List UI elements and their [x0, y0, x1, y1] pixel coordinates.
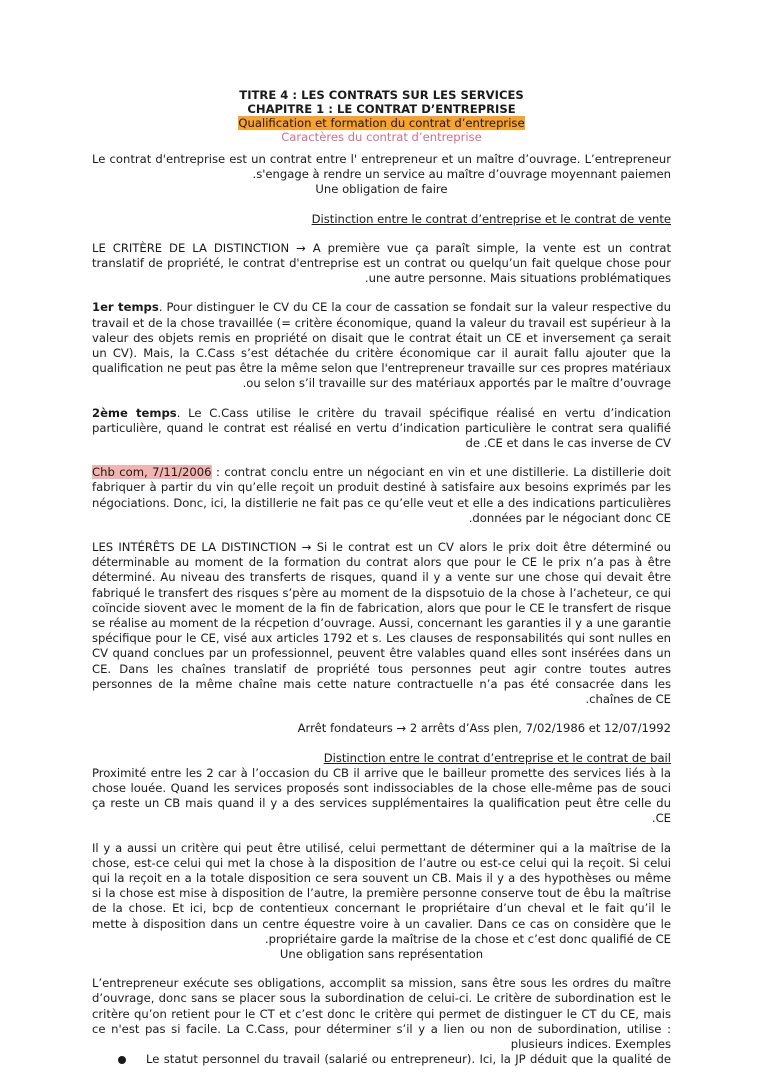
arret-text: : contrat conclu entre un négociant en vin et une distillerie. La distillerie doit fabriquer à partir du vin qu’elle reçoit un produit destiné à satisfaire aux besoins exprimés par les négociations. Donc, ici, la distillerie ne fait pas ce qu’elle veut et elle a des indications particulières .données par le négociant donc CE: [92, 465, 671, 525]
bullet-icon: [118, 1056, 126, 1064]
temps2-label: 2ème temps: [92, 405, 177, 420]
interets-paragraph: LES INTÉRÊTS DE LA DISTINCTION → Si le contrat est un CV alors le prix doit être déterminé ou déterminable au moment de la formation du contrat alors que pour le CE le prix n’a pas à être déterminé. Au niveau des transferts de risques, quand il y a vente sur une chose qui devait être fabriqué le transfert des risques s’père au moment de la dispsotuio de la chose à l’acheteur, ce qui coïncide siovent avec le moment de la fin de fabrication, alors que pour le CE le transfert de risque se réalise au moment de la récpetion d’ouvrage. Aussi, concernant les garanties il y a une garantie spécifique pour le CE, visé aux articles 1792 et s. Les clauses de responsabilités qui sont nulles en CV quand conclues par un professionnel, peuvent être valables quand elles sont insérées dans un CE. Dans les chaînes translatif de propriété tous personnes peut agir contre toutes autres personnes de la même chaîne mais cette nature contractuelle n’a pas été consacrée dans les .chaînes de CE: [92, 540, 671, 707]
arret-reference: Chb com, 7/11/2006: [92, 465, 212, 480]
bail-heading: Distinction entre le contrat d’entreprise et le contrat de bail: [323, 750, 671, 765]
section-heading: Qualification et formation du contrat d’entreprise: [238, 116, 525, 130]
title-titre: TITRE 4 : LES CONTRATS SUR LES SERVICES: [239, 88, 524, 102]
representation-heading: Une obligation sans représentation: [279, 946, 484, 961]
intro-paragraph: Le contrat d'entreprise est un contrat entre l' entrepreneur et un maître d’ouvrage. L’entrepreneur .s'engage à rendre un service au maître d’ouvrage moyennant paiemen: [92, 152, 671, 182]
vente-heading: Distinction entre le contrat d’entreprise et le contrat de vente: [311, 211, 671, 226]
critere-paragraph: LE CRITÈRE DE LA DISTINCTION → A première vue ça paraît simple, la vente est un contrat translatif de propriété, le contrat d'entreprise est un contrat ou quelqu’un fait quelque chose pour .une autre personne. Mais situations problématiques: [92, 240, 671, 286]
bail-paragraph-1: Proximité entre les 2 car à l’occasion du CB il arrive que le bailleur promette des services liés à la chose louée. Quand les services proposés sont indissociables de la chose elle-même pas de souci ça reste un CB mais quand il y a des services supplémentaires la qualification peut être celle du .CE: [92, 765, 671, 826]
temps2-text: . Le C.Cass utilise le critère du travail spécifique réalisé en vertu d’indication particulière, quand le contrat est réalisé en vertu d’indication particulière le contrat sera qualifié de .CE et dans le cas inverse de CV: [92, 405, 671, 451]
temps1-paragraph: [92, 300, 671, 391]
bail-paragraph-2: Il y a aussi un critère qui peut être utilisé, celui permettant de déterminer qui a la maîtrise de la chose, est-ce celui qui met la chose à la disposition de l’autre ou est-ce celui qui la reçoit. Si celui qui la reçoit en a la totale disposition ce sera souvent un CB. Mais il y a des hypothèses ou même si la chose est mise à disposition de l’autre, la première personne conserve tout de êbu la maîtrise de la chose. Et ici, bcp de contentieux concernant le propriétaire d’un cheval et le fait qu’il le mette à disposition dans un centre équestre voire à un cavalier. Dans ce cas on considère que le .propriétaire garde la maîtrise de la chose et c’est donc qualifié de CE: [92, 840, 671, 946]
temps1-text: . Pour distinguer le CV du CE la cour de cassation se fondait sur la valeur respective du travail et de la chose travaillée (= critère économique, quand la valeur du travail est supérieur à la valeur des objets remis en propriété on disait que le contrat était un CE et inversement ça serait un CV). Mais, la C.Cass s’est détachée du critère économique car il aurait fallu ajouter que la qualification ne peut pas être la même selon que l'entrepreneur travaille sur ces propres matériaux .ou selon s’il travaille sur des matériaux apportés par le maître d’ouvrage: [92, 300, 671, 391]
bullet-item: [92, 1052, 671, 1067]
section-heading-wrap: [92, 116, 671, 130]
bullet-text: Le statut personnel du travail (salarié ou entrepreneur). Ici, la JP déduit que la qualité de: [146, 1052, 671, 1067]
title-chapitre: CHAPITRE 1 : LE CONTRAT D’ENTREPRISE: [247, 102, 516, 116]
subsection-heading: Caractères du contrat d’entreprise: [281, 130, 482, 144]
intro-heading: Une obligation de faire: [315, 182, 448, 197]
arret-paragraph: [92, 465, 671, 526]
temps1-label: 1er temps: [92, 300, 159, 315]
fondateurs-line: Arrêt fondateurs → 2 arrêts d’Ass plen, 7/02/1986 et 12/07/1992: [297, 721, 671, 736]
temps2-paragraph: [92, 406, 671, 452]
representation-paragraph: L’entrepreneur exécute ses obligations, accomplit sa mission, sans être sous les ordres du maître d’ouvrage, donc sans se placer sous la subordination de celui-ci. Le critère de subordination est le critère qu’on retient pour le CT et c’est donc le critère qui permet de distinguer le CT du CE, mais ce n'est pas si facile. La C.Cass, pour déterminer s’il y a lien ou non de subordination, utilise : plusieurs indices. Exemples: [92, 976, 671, 1051]
